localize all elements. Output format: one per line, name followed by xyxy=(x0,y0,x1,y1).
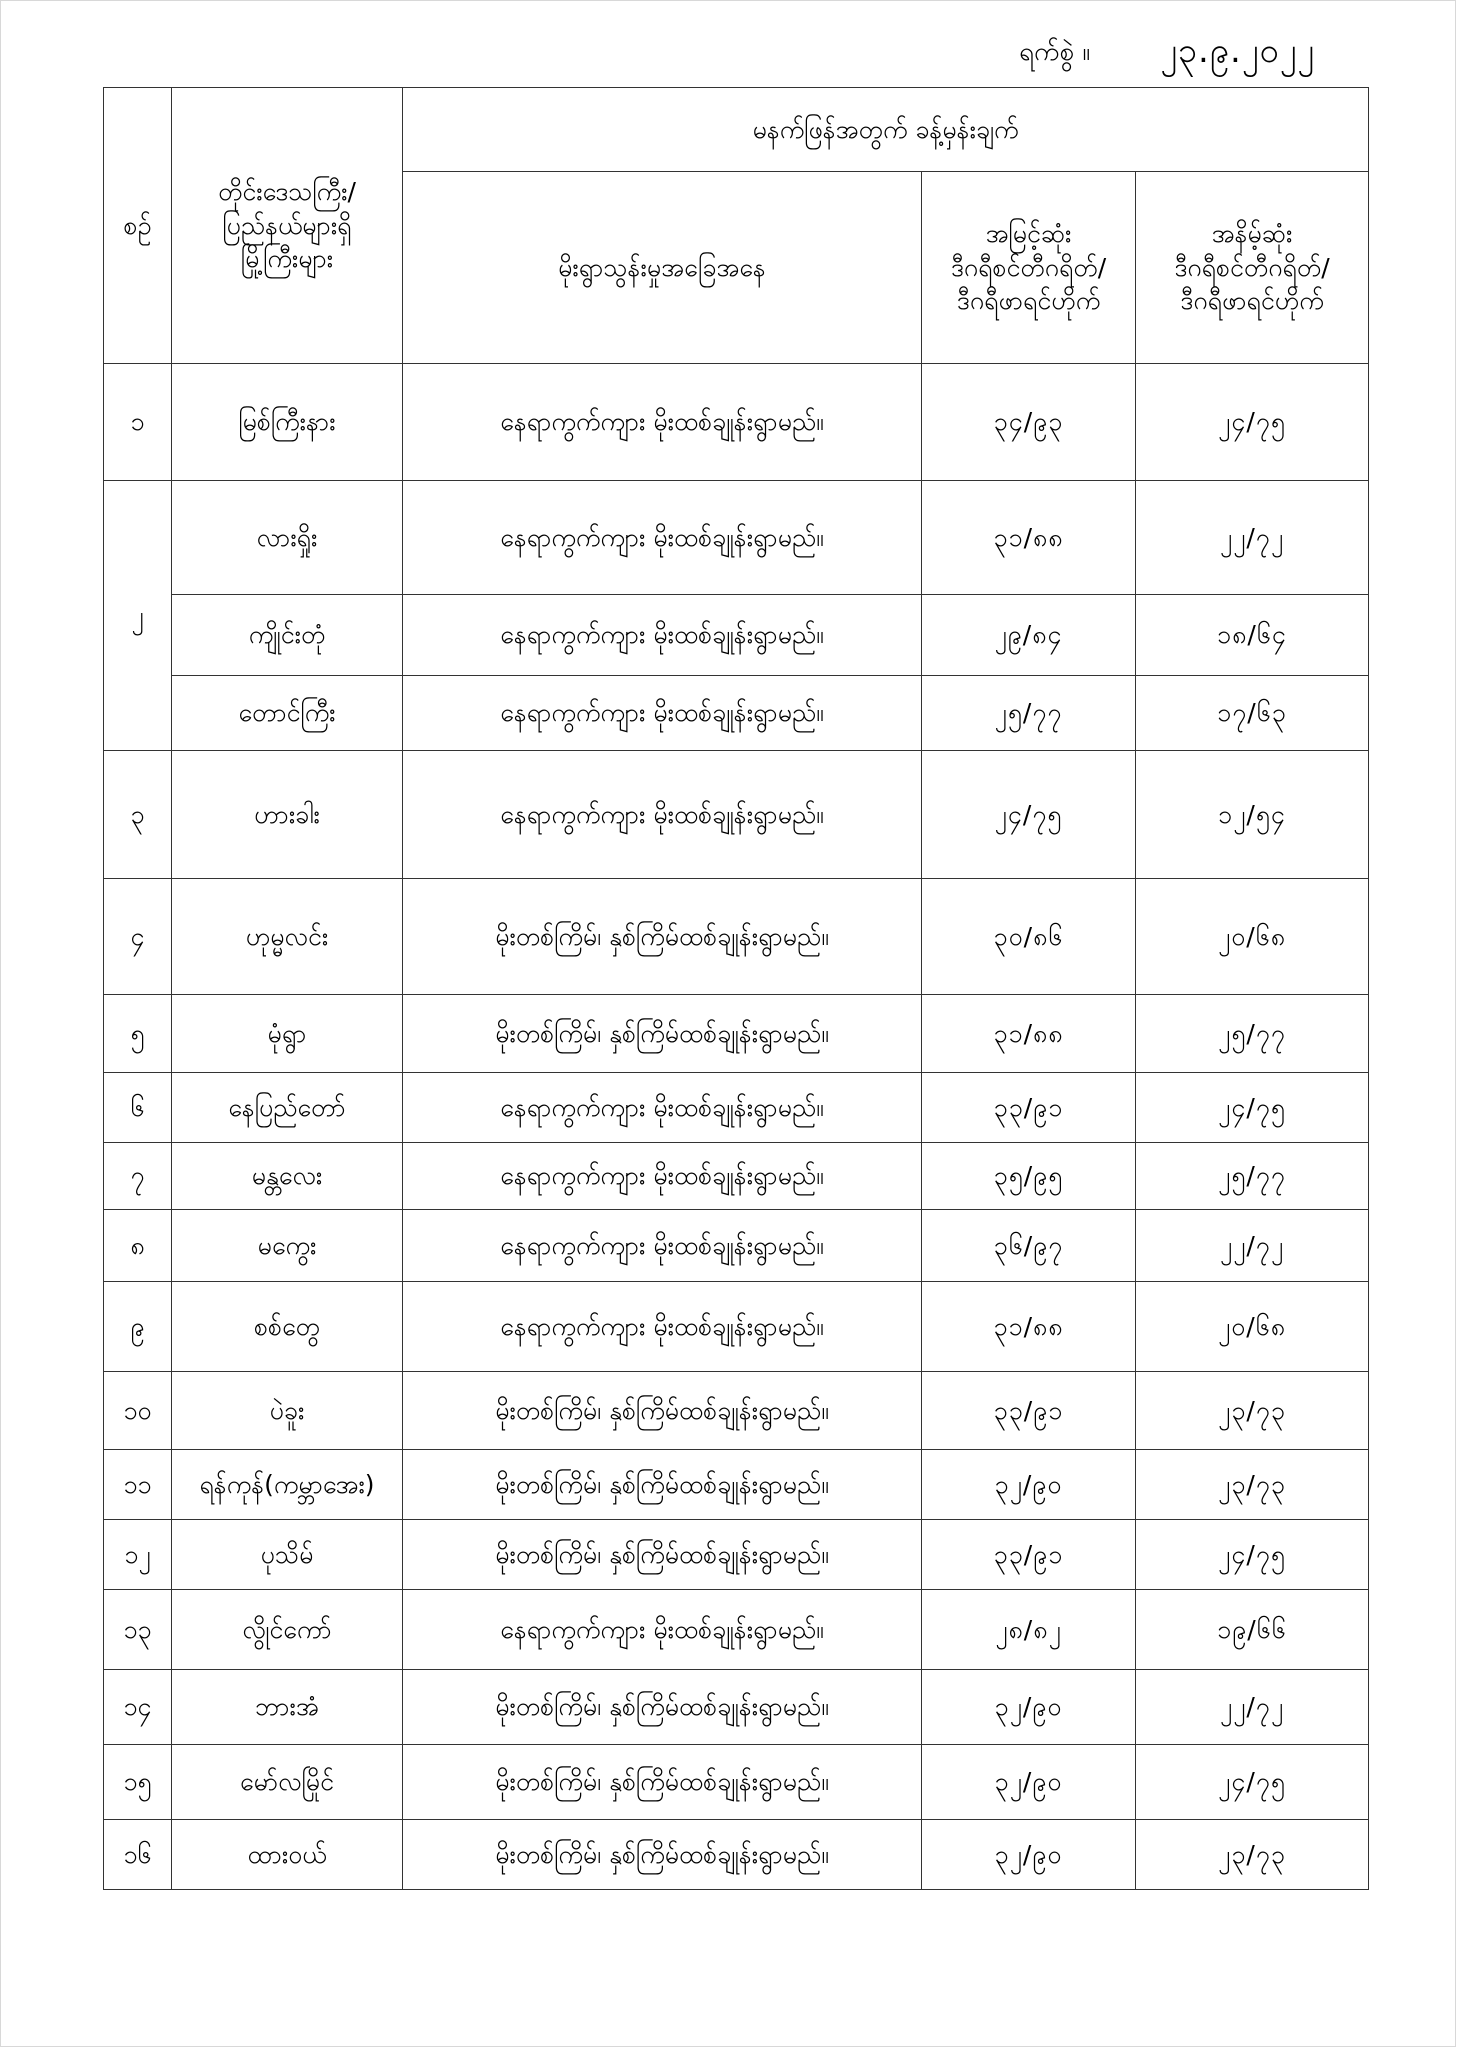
table-row xyxy=(104,595,1369,676)
row-condition: နေရာကွက်ကျား မိုးထစ်ချုန်းရွာမည်။ xyxy=(403,676,922,751)
row-min-temp: ၂၅/၇၇ xyxy=(1136,995,1369,1073)
row-max-temp: ၂၄/၇၅ xyxy=(922,751,1136,879)
row-max-temp: ၃၃/၉၁ xyxy=(922,1372,1136,1450)
row-serial: ၈ xyxy=(104,1210,172,1282)
row-max-temp: ၃၃/၉၁ xyxy=(922,1073,1136,1143)
row-serial: ၃ xyxy=(104,751,172,879)
table-row xyxy=(104,481,1369,595)
row-max-temp: ၃၄/၉၃ xyxy=(922,364,1136,481)
row-city: မော်လမြိုင် xyxy=(172,1745,403,1820)
row-min-temp: ၁၉/၆၆ xyxy=(1136,1590,1369,1670)
row-city: ဘားအံ xyxy=(172,1670,403,1745)
row-max-temp: ၂၅/၇၇ xyxy=(922,676,1136,751)
row-serial: ၁၃ xyxy=(104,1590,172,1670)
row-min-temp: ၂၄/၇၅ xyxy=(1136,1073,1369,1143)
row-serial: ၁ xyxy=(104,364,172,481)
row-city: ဟုမ္မလင်း xyxy=(172,879,403,995)
forecast-table xyxy=(103,87,1369,1890)
table-row xyxy=(104,879,1369,995)
row-min-temp: ၂၄/၇၅ xyxy=(1136,1745,1369,1820)
date-value: ၂၃.၉.၂၀၂၂ xyxy=(1160,30,1315,71)
row-max-temp: ၃၂/၉၀ xyxy=(922,1670,1136,1745)
header-row-1 xyxy=(104,88,1369,172)
row-city: ပဲခူး xyxy=(172,1372,403,1450)
table-header xyxy=(104,88,1369,364)
row-serial: ၄ xyxy=(104,879,172,995)
row-serial: ၂ xyxy=(104,481,172,751)
table-row xyxy=(104,1372,1369,1450)
table-row xyxy=(104,995,1369,1073)
row-city: မုံရွာ xyxy=(172,995,403,1073)
table-row xyxy=(104,1520,1369,1590)
row-city: လွိုင်ကော် xyxy=(172,1590,403,1670)
row-min-temp: ၂၃/၇၃ xyxy=(1136,1820,1369,1890)
header-region: တိုင်းဒေသကြီး/ ပြည်နယ်များရှိ မြို့ကြီးများ xyxy=(172,88,403,364)
row-city: မကွေး xyxy=(172,1210,403,1282)
date-line xyxy=(103,20,1367,86)
row-max-temp: ၂၉/၈၄ xyxy=(922,595,1136,676)
header-max-temp: အမြင့်ဆုံး ဒီဂရီစင်တီဂရိတ်/ ဒီဂရီဖာရင်ဟိုက် xyxy=(922,172,1136,364)
row-serial: ၁၅ xyxy=(104,1745,172,1820)
row-max-temp: ၂၈/၈၂ xyxy=(922,1590,1136,1670)
row-city: ရန်ကုန်(ကမ္ဘာအေး) xyxy=(172,1450,403,1520)
row-serial: ၅ xyxy=(104,995,172,1073)
row-city: မြစ်ကြီးနား xyxy=(172,364,403,481)
row-serial: ၁၁ xyxy=(104,1450,172,1520)
row-city: စစ်တွေ xyxy=(172,1282,403,1372)
row-condition: မိုးတစ်ကြိမ်၊ နှစ်ကြိမ်ထစ်ချုန်းရွာမည်။ xyxy=(403,1520,922,1590)
table-row xyxy=(104,1210,1369,1282)
row-condition: မိုးတစ်ကြိမ်၊ နှစ်ကြိမ်ထစ်ချုန်းရွာမည်။ xyxy=(403,1745,922,1820)
row-min-temp: ၂၀/၆၈ xyxy=(1136,879,1369,995)
row-condition: နေရာကွက်ကျား မိုးထစ်ချုန်းရွာမည်။ xyxy=(403,1143,922,1210)
row-max-temp: ၃၅/၉၅ xyxy=(922,1143,1136,1210)
row-condition: မိုးတစ်ကြိမ်၊ နှစ်ကြိမ်ထစ်ချုန်းရွာမည်။ xyxy=(403,1372,922,1450)
row-min-temp: ၁၇/၆၃ xyxy=(1136,676,1369,751)
date-label: ရက်စွဲ ။ xyxy=(1019,36,1091,67)
table-row xyxy=(104,751,1369,879)
row-city: မန္တလေး xyxy=(172,1143,403,1210)
row-city: တောင်ကြီး xyxy=(172,676,403,751)
table-row xyxy=(104,1820,1369,1890)
row-condition: မိုးတစ်ကြိမ်၊ နှစ်ကြိမ်ထစ်ချုန်းရွာမည်။ xyxy=(403,879,922,995)
table-row xyxy=(104,1670,1369,1745)
row-condition: နေရာကွက်ကျား မိုးထစ်ချုန်းရွာမည်။ xyxy=(403,481,922,595)
table-row xyxy=(104,1450,1369,1520)
row-condition: နေရာကွက်ကျား မိုးထစ်ချုန်းရွာမည်။ xyxy=(403,1210,922,1282)
row-condition: နေရာကွက်ကျား မိုးထစ်ချုန်းရွာမည်။ xyxy=(403,1590,922,1670)
row-min-temp: ၂၄/၇၅ xyxy=(1136,1520,1369,1590)
table-row xyxy=(104,364,1369,481)
header-condition: မိုးရွာသွန်းမှုအခြေအနေ xyxy=(403,172,922,364)
row-city: လားရှိုး xyxy=(172,481,403,595)
row-min-temp: ၂၄/၇၅ xyxy=(1136,364,1369,481)
row-max-temp: ၃၀/၈၆ xyxy=(922,879,1136,995)
row-min-temp: ၂၃/၇၃ xyxy=(1136,1372,1369,1450)
row-min-temp: ၂၂/၇၂ xyxy=(1136,481,1369,595)
table-body xyxy=(104,364,1369,1890)
row-serial: ၁၆ xyxy=(104,1820,172,1890)
row-condition: မိုးတစ်ကြိမ်၊ နှစ်ကြိမ်ထစ်ချုန်းရွာမည်။ xyxy=(403,1670,922,1745)
row-max-temp: ၃၁/၈၈ xyxy=(922,1282,1136,1372)
row-min-temp: ၂၀/၆၈ xyxy=(1136,1282,1369,1372)
row-max-temp: ၃၂/၉၀ xyxy=(922,1450,1136,1520)
row-city: ထားဝယ် xyxy=(172,1820,403,1890)
row-min-temp: ၁၈/၆၄ xyxy=(1136,595,1369,676)
row-min-temp: ၂၅/၇၇ xyxy=(1136,1143,1369,1210)
row-condition: နေရာကွက်ကျား မိုးထစ်ချုန်းရွာမည်။ xyxy=(403,1282,922,1372)
row-serial: ၁၀ xyxy=(104,1372,172,1450)
row-min-temp: ၂၃/၇၃ xyxy=(1136,1450,1369,1520)
table-row xyxy=(104,1590,1369,1670)
row-condition: နေရာကွက်ကျား မိုးထစ်ချုန်းရွာမည်။ xyxy=(403,1073,922,1143)
row-condition: နေရာကွက်ကျား မိုးထစ်ချုန်းရွာမည်။ xyxy=(403,595,922,676)
row-city: ပုသိမ် xyxy=(172,1520,403,1590)
table-row xyxy=(104,1282,1369,1372)
row-max-temp: ၃၂/၉၀ xyxy=(922,1745,1136,1820)
row-min-temp: ၁၂/၅၄ xyxy=(1136,751,1369,879)
row-condition: နေရာကွက်ကျား မိုးထစ်ချုန်းရွာမည်။ xyxy=(403,751,922,879)
row-min-temp: ၂၂/၇၂ xyxy=(1136,1210,1369,1282)
row-condition: မိုးတစ်ကြိမ်၊ နှစ်ကြိမ်ထစ်ချုန်းရွာမည်။ xyxy=(403,995,922,1073)
row-city: ဟားခါး xyxy=(172,751,403,879)
row-max-temp: ၃၂/၉၀ xyxy=(922,1820,1136,1890)
row-max-temp: ၃၃/၉၁ xyxy=(922,1520,1136,1590)
row-serial: ၁၂ xyxy=(104,1520,172,1590)
row-max-temp: ၃၁/၈၈ xyxy=(922,995,1136,1073)
row-condition: မိုးတစ်ကြိမ်၊ နှစ်ကြိမ်ထစ်ချုန်းရွာမည်။ xyxy=(403,1820,922,1890)
row-serial: ၆ xyxy=(104,1073,172,1143)
row-max-temp: ၃၆/၉၇ xyxy=(922,1210,1136,1282)
header-serial: စဉ် xyxy=(104,88,172,364)
row-city: နေပြည်တော် xyxy=(172,1073,403,1143)
header-min-temp: အနိမ့်ဆုံး ဒီဂရီစင်တီဂရိတ်/ ဒီဂရီဖာရင်ဟိုက် xyxy=(1136,172,1369,364)
row-condition: မိုးတစ်ကြိမ်၊ နှစ်ကြိမ်ထစ်ချုန်းရွာမည်။ xyxy=(403,1450,922,1520)
table-row xyxy=(104,676,1369,751)
table-row xyxy=(104,1745,1369,1820)
table-row xyxy=(104,1143,1369,1210)
row-serial: ၇ xyxy=(104,1143,172,1210)
row-serial: ၁၄ xyxy=(104,1670,172,1745)
row-condition: နေရာကွက်ကျား မိုးထစ်ချုန်းရွာမည်။ xyxy=(403,364,922,481)
row-city: ကျိုင်းတုံ xyxy=(172,595,403,676)
row-serial: ၉ xyxy=(104,1282,172,1372)
header-forecast-group: မနက်ဖြန်အတွက် ခန့်မှန်းချက် xyxy=(403,88,1369,172)
row-min-temp: ၂၂/၇၂ xyxy=(1136,1670,1369,1745)
table-row xyxy=(104,1073,1369,1143)
row-max-temp: ၃၁/၈၈ xyxy=(922,481,1136,595)
